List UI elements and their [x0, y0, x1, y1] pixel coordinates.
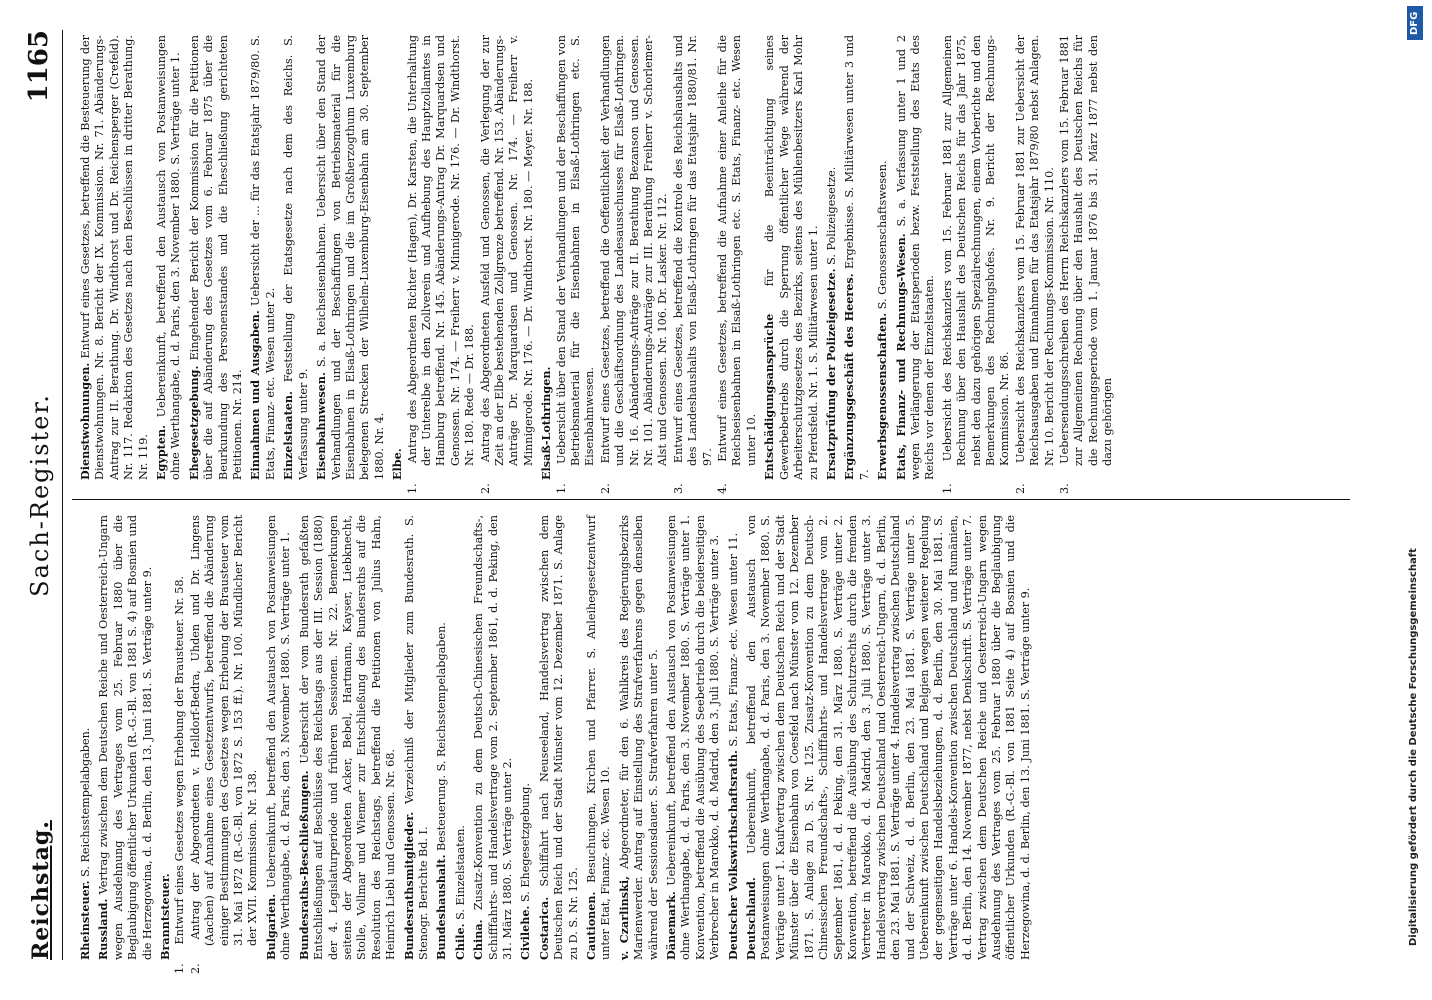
entry-subitem — [173, 515, 187, 974]
entry-heading: Deutscher Volkswirthschaftsrath. — [725, 750, 740, 960]
register-entry — [744, 515, 1033, 960]
subitem-number: 2. — [598, 483, 612, 494]
subitem-text: Antrag des Abgeordneten Richter (Hagen), Dr. Karsten, die Unterhaltung der Unterelbe in den Zollverein und Aufhebung des Hauptzollamtes in Hamburg betreffend. Nr. 145. Abänderungs-Antrag Dr. Marquardsen und Genossen. Nr. 174. — Freiherr v. Minnigerode. Nr. 176. — Dr. Windthorst. Nr. 180. Rede — Dr. 188. — [405, 35, 477, 468]
subitem-number: 4. — [716, 483, 730, 494]
entry-text: Uebereinkunft, betreffend den Austausch von Postanweisungen ohne Werthangabe, d. d. Paris, den 3. November 1880. S. Verträge unter 1. Kaufvertrag zwischen dem Deutschen Reich und der Stadt Münster über die Eisenbahn von Coesfeld nach Münster vom 12. Dezember 1871. S. Anlage zu D. S. Nr. 125. Zusatz-Konvention zu dem Deutsch-Chinesischen Freundschafts-, Schifffahrts- und Handelsvertrage vom 2. September 1861, d. d. Peking, den 31. März 1880. S. Verträge unter 2. Konvention, betreffend die Ausübung des Schutzrechts durch die fremden Vertreter in Marokko, d. d. Madrid, den 3. Juli 1880. S. Verträge unter 3. Handelsvertrag zwischen Deutschland und Oesterreich-Ungarn, d. d. Berlin, den 23. Mai 1881. S. Verträge unter 4. Handelsvertrag zwischen Deutschland und der Schweiz, d. d. Berlin, den 23. Mai 1881. S. Verträge unter 5. Uebereinkunft zwischen Deutschland und Belgien wegen weiterer Regelung der gegenseitigen Handelsbeziehungen, d. d. Berlin, den 30. Mai 1881. S. Verträge unter 6. Handels-Konvention zwischen Deutschland und Rumänien, d. d. Berlin, den 14. November 1877, nebst Denkschrift. S. Verträge unter 7. Vertrag zwischen dem Deutschen Reiche und Oesterreich-Ungarn wegen Ausdehnung des Vertrages vom 25. Februar 1880 über die Beglaubigung öffentlicher Urkunden (R.-G.-Bl. von 1881 Seite 4) auf Bosnien und die Herzegowina, d. d. Berlin, den 13. Juni 1881. S. Verträge unter 9. — [745, 515, 1032, 960]
subitem-number: 1. — [173, 963, 187, 974]
entry-text: S. Etats, Finanz- etc. Wesen unter 11. — [726, 532, 740, 751]
entry-text: Uebereinkunft, betreffend den Austausch von Postanweisungen ohne Werthangabe, d. d. Paris, den 3. November 1880. S. Verträge unter 1. — [155, 35, 183, 480]
entry-heading: Deutschland. — [744, 877, 759, 960]
subitem-text: Uebersicht des Reichskanzlers vom 15. Februar 1881 zur Uebersicht der Reichsausgaben und Einnahmen für das Etatsjahr 1879/80 nebst Anlagen. Nr. 10. Bericht der Rechnungs-Kommission. Nr. 110. — [1013, 35, 1056, 468]
entry-subitem — [188, 515, 261, 974]
subitem-text: Entwurf eines Gesetzes, betreffend die Kontrole des Reichshaushalts und des Landeshaushalts von Elsaß-Lothringen für das Etatsjahr 1880/81. Nr. 97. — [671, 35, 714, 468]
entry-heading: Bundesrathsmitglieder. — [401, 811, 416, 960]
register-entry — [617, 515, 661, 960]
register-entry — [78, 515, 93, 960]
entry-heading: Eisenbahnwesen. — [314, 372, 329, 480]
subitem-text: Entwurf eines Gesetzes wegen Erhebung der Brausteuer. Nr. 58. — [173, 575, 187, 948]
dfg-funding-note: Digitalisierung gefördert durch die Deutsche Forschungsgemeinschaft — [1408, 548, 1419, 946]
entry-text: S. a. Reichseisenbahnen. Uebersicht über den Stand der Verhandlungen und der Beschaffungen von Betriebsmaterial für die Eisenbahnen in Elsaß-Lothringen und die im Großherzogthum Luxemburg belegenen Strecken der Wilhelm-Luxemburg-Eisenbahn am 30. September 1880. Nr. 4. — [315, 35, 386, 480]
entry-heading: Entschädigungsansprüche — [762, 313, 777, 480]
entry-text: Eingehender Bericht der Kommission für die Petitionen über die auf Abänderung des Gesetzes vom 6. Februar 1875 über die Beurkundung des Personenstandes und die Eheschließung gerichteten Petitionen. Nr. 214. — [187, 35, 245, 480]
entry-subitem — [1058, 35, 1116, 494]
entry-text: Besteuerung. S. Reichsstempelabgaben. — [435, 622, 449, 855]
entry-text: Feststellung der Etatsgesetze nach dem des Reichs. S. Verfassung unter 9. — [282, 35, 310, 480]
register-entry — [584, 515, 614, 960]
register-entry — [824, 35, 839, 480]
subitem-text: Uebersendungsschreiben des Herrn Reichskanzlers vom 15. Februar 1881 zur Allgemeinen Rechnung über den Haushalt des Deutschen Reichs für die Rechnungsperiode vom 1. Januar 1876 bis 31. März 1877 nebst den dazu gehörigen — [1058, 35, 1115, 468]
entry-subitem — [1013, 35, 1057, 494]
entry-text: Schiffahrt nach Neuseeland, Handelsvertrag zwischen dem Deutschen Reich und der Stadt Münster vom 12. Dezember 1871. S. Anlage zu D. S. Nr. 125. — [537, 515, 580, 960]
entry-subitem — [716, 35, 759, 494]
entry-heading: Erwerbsgenossenschaften. — [875, 312, 890, 480]
entry-heading: Dänemark. — [664, 891, 679, 960]
entry-heading: Ehegesetzgebung. — [186, 365, 201, 480]
subitem-text: Antrag des Abgeordneten Ausfeld und Genossen, die Verlegung der zur Zeit an der Elbe bestehenden Zollgrenze betreffend. Nr. 153. Abänderungs-Anträge Dr. Marquardsen und Genossen. Nr. 174. — Freiherr v. Minnigerode. Nr. 176. — Dr. Windthorst. Nr. 180. — Meyer. Nr. 188. — [478, 35, 535, 468]
register-entry — [894, 35, 938, 480]
entry-subitem — [405, 35, 478, 494]
entry-subitem — [478, 35, 537, 494]
register-entry — [453, 515, 468, 960]
entry-heading: Bulgarien. — [263, 893, 278, 960]
entry-text: S. a. Verfassung unter 1 und 2 wegen Verlängerung der Etatsperioden bezw. Feststellung des Etats des Reichs vor denen der Einzelstaaten. — [894, 35, 937, 480]
header-section-title: Reichstag. — [28, 820, 54, 960]
subitem-text: Antrag der Abgeordneten v. Helldorf-Bedra, Uhden und Dr. Lingens (Aachen) auf Annahme eines Gesetzentwurfs, betreffend die Abänderung einiger Bestimmungen des Gesetzes wegen Erhebung der Brausteuer vom 31. Mai 1872 (R.-G.-Bl. von 1872 S. 153 ff.). Nr. 100. Mündlicher Bericht der XVII. Kommission. Nr. 138. — [188, 515, 260, 948]
register-entry — [539, 35, 759, 494]
entry-heading: Cautionen. — [584, 891, 598, 960]
register-entry — [842, 35, 872, 480]
entry-heading: Ersatzprüfung der Polizeigesetze. — [823, 268, 838, 480]
subitem-text: Entwurf eines Gesetzes, betreffend die Oeffentlichkeit der Verhandlungen und die Geschäftsordnung des Landesausschusses für Elsaß-Lothringen. Nr. 16. Abänderungs-Anträge zur II. Berathung Bezanson und Genossen. Nr. 101. Abänderungs-Anträge zur III. Berathung Freiherr v. Schorlemer-Alst und Genossen. Nr. 106. Dr. Lasker. Nr. 112. — [598, 35, 670, 468]
page-number: 1165 — [24, 30, 54, 103]
register-entry — [314, 35, 387, 480]
entry-heading: Ergänzungsgeschäft des Heeres. — [842, 273, 857, 480]
dfg-logo: DFG — [1407, 6, 1423, 40]
register-entry — [187, 35, 246, 480]
entry-heading: Dienstwohnungen. — [78, 362, 92, 480]
entry-text: für die Beeinträchtigung seines Gewerbebetriebs durch die Sperrung öffentlicher Wege während der Arbeiterschutzgesetzes des Bezirks, seitens des Mühlenbesitzers Karl Mohr zu Pferdsfeld. Nr. 1. S. Militärwesen unter 1. — [763, 35, 820, 480]
entry-heading: Bundeshaushalt. — [434, 854, 449, 960]
entry-text: S. Polizeigesetze. — [824, 166, 838, 269]
entry-subitem — [554, 35, 598, 494]
dfg-side-strip — [1398, 0, 1432, 1000]
subitem-number: 3. — [1058, 483, 1071, 494]
entry-text: Uebereinkunft, betreffend den Austausch von Postanweisungen ohne Werthangabe, d. d. Paris, den 3. November 1880. S. Verträge unter 1. — [264, 515, 293, 960]
register-entry — [154, 35, 184, 480]
register-entry — [158, 515, 261, 974]
register-entry — [78, 35, 151, 480]
subitem-number: 2. — [188, 963, 202, 974]
entry-text: Uebereinkunft, betreffend den Austausch von Postanweisungen ohne Werthangabe, d. d. Paris, den 3. November 1880. S. Verträge unter 1. Konvention, betreffend die Ausübung des Seebetrieb durch die beiderseitigen Verbrecher in Marokko, d. d. Madrid, den 3. Juli 1880. S. Verträge unter 3. — [665, 515, 722, 960]
entry-text: S. Genossenschaftswesen. — [876, 160, 890, 313]
entry-heading: Costarica. — [536, 896, 551, 960]
entry-heading: Rheinsteuer. — [78, 880, 92, 960]
entry-heading: China. — [471, 919, 486, 960]
entry-heading: Bundesraths-Beschließungen. — [296, 770, 311, 960]
entry-text: S. Reichsstempelabgaben. — [79, 727, 92, 881]
subitem-number: 1. — [554, 483, 568, 494]
entry-text: Ergebnisse. S. Militärwesen unter 3 und 7. — [843, 35, 871, 480]
register-entry — [762, 35, 821, 480]
right-column — [78, 35, 1350, 494]
subitem-number: 1. — [405, 483, 419, 494]
subitem-number: 2. — [1013, 483, 1027, 494]
entry-heading: Egypten. — [154, 425, 169, 480]
left-column — [78, 515, 1350, 974]
entry-subitem — [671, 35, 715, 494]
subitem-number: 1. — [940, 483, 954, 494]
register-entry — [248, 35, 278, 480]
entry-text: S. Ehegesetzgebung. — [519, 783, 533, 906]
entry-heading: Elsaß-Lothringen. — [539, 366, 554, 480]
entry-heading: Einnahmen und Ausgaben. — [248, 310, 263, 480]
register-entry — [875, 35, 890, 480]
register-entry — [664, 515, 723, 960]
entry-text: Abgeordneter, für den 6. Wahlkreis des Regierungsbezirks Marienwerder. Antrag auf Einstellung des Strafverfahrens gegen denselben während der Sessionsdauer. S. Strafverfahren unter 5. — [617, 515, 660, 960]
entry-text: Uebersicht der ... für das Etatsjahr 1879/80. S. Etats, Finanz- etc. Wesen unter 2. — [249, 35, 277, 480]
register-entry — [297, 515, 399, 960]
register-entry — [402, 515, 432, 960]
entry-text: Besuchungen, Kirchen und Pfarrer. S. Anleihegesetzentwurf unter Etat, Finanz- etc. Wesen 10. — [585, 515, 613, 960]
subitem-text: Uebersicht über den Stand der Verhandlungen und der Beschaffungen von Betriebsmaterial für die Eisenbahnen in Elsaß-Lothringen etc. S. Eisenbahnwesen. — [554, 35, 597, 468]
entry-text: Zusatz-Konvention zu dem Deutsch-Chinesischen Freundschafts-, Schifffahrts- und Handelsvertrage vom 2. September 1861, d. d. Peking, den 31. März 1880. S. Verträge unter 2. — [472, 515, 514, 960]
entry-heading: Civilehe. — [518, 905, 533, 960]
entry-heading: Etats, Finanz- und Rechnungs-Wesen. — [893, 233, 908, 480]
entry-text: Entwurf eines Gesetzes, betreffend die Besteuerung der Dienstwohnungen. Nr. 8. Bericht der IX. Kommission. Nr. 71. Abänderungs-Antrag zur II. Berathung. Dr. Windthorst und Dr. Reichensperger (Crefeld). Nr. 117. Redaktion des Gesetzes nach den Beschlüssen in dritter Berathung. Nr. 119. — [79, 35, 150, 480]
entry-text: Uebersicht der vom Bundesrath gefaßten Entschließungen auf Beschlüsse des Reichstags aus der III. Session (1880) der 4. Legislaturperiode und früheren Sessionen. Nr. 22. Bemerkungen seitens der Abgeordneten Acker, Bebel, Hartmann, Kayser, Liebknecht, Stolle, Vollmar und Wiemer zur Entschließung des Bundesraths auf die Resolution des Reichstags, betreffend die Petitionen von Julius Hahn, Heinrich Liebl und Genossen. Nr. 68. — [297, 515, 398, 960]
subitem-number: 3. — [671, 483, 685, 494]
column-divider — [72, 499, 1350, 500]
entry-text: Verzeichniß der Mitglieder zum Bundesrath. S. Stenogr. Berichte Bd. I. — [402, 515, 430, 960]
entry-heading: v. Czarlinski, — [616, 876, 631, 960]
register-entry — [518, 515, 533, 960]
register-entry — [726, 515, 741, 960]
entry-heading: Elbe. — [390, 448, 405, 480]
subitem-text: Uebersicht des Reichskanzlers vom 15. Februar 1881 zur Allgemeinen Rechnung über den Haushalt des Deutschen Reichs für das Jahr 1875, nebst den dazu gehörigen Spezialrechnungen, einem Vorberichte und den Bemerkungen des Rechnungshofes. Nr. 9. Bericht der Rechnungs-Kommission. Nr. 86. — [940, 35, 1012, 468]
register-entry — [537, 515, 581, 960]
header-register-title: Sach-Register. — [26, 393, 54, 597]
register-entry — [264, 515, 294, 960]
register-entry — [940, 35, 1116, 494]
entry-heading: Chile. — [452, 923, 467, 960]
entry-text: S. Einzelstaaten. — [453, 825, 467, 924]
page-header — [22, 30, 63, 960]
entry-subitem — [598, 35, 671, 494]
register-entry — [390, 35, 536, 494]
register-entry — [471, 515, 515, 960]
entry-subitem — [940, 35, 1013, 494]
entry-heading: Russland. — [96, 898, 111, 960]
entry-heading: Einzelstaaten. — [281, 391, 296, 480]
entry-text: Vertrag zwischen dem Deutschen Reiche und Oesterreich-Ungarn wegen Ausdehnung des Vertrages vom 25. Februar 1880 über die Beglaubigung öffentlicher Urkunden (R.-G.-Bl. von 1881 S. 4) auf Bosnien und die Herzegowina, d. d. Berlin, den 13. Juni 1881. S. Verträge unter 9. — [97, 515, 154, 960]
register-entry — [434, 515, 449, 960]
subitem-number: 2. — [478, 483, 492, 494]
entry-heading: Branntsteuer. — [158, 873, 173, 960]
subitem-text: Entwurf eines Gesetzes, betreffend die Aufnahme einer Anleihe für die Reichseisenbahnen in Elsaß-Lothringen etc. S. Etats, Finanz- etc. Wesen unter 10. — [716, 35, 758, 468]
register-entry — [96, 515, 155, 960]
register-entry — [281, 35, 311, 480]
